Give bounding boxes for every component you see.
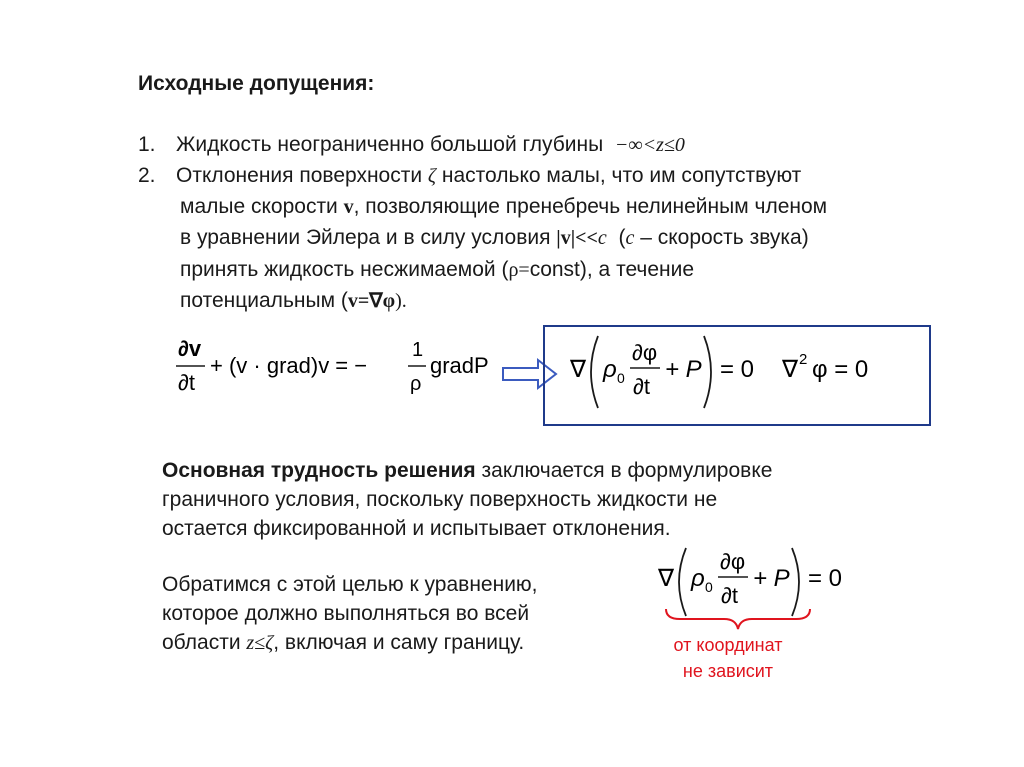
box-sub-zero: 0 [617,370,625,386]
appeal-line-3a: области [162,631,247,654]
boundary-sub-zero: 0 [705,579,713,595]
euler-rho: ρ [410,373,422,395]
assumption-2-l2a: малые скорости [180,195,338,218]
appeal-line-1: Обратимся с этой целью к уравнению, [162,573,538,596]
box-laplace-nabla: ∇ [782,356,799,383]
appeal-line-2: которое должно выполняться во всей [162,602,530,625]
appeal-line-3b: , включая и саму границу. [273,631,525,654]
box-rho: ρ [603,356,617,383]
box-right-paren [704,336,711,408]
box-laplace-rest: φ = 0 [812,356,869,383]
boundary-formula [640,545,880,635]
assumption-1-math: −∞<z≤0 [614,134,685,156]
euler-formula-block [0,320,1024,430]
appeal-math: z≤ζ [246,632,274,654]
assumption-1-text: Жидкость неограниченно большой глубины [176,133,604,156]
boundary-right-paren [792,548,799,616]
box-plus-p: + P [665,356,702,383]
box-dphi: ∂φ [632,340,658,365]
implication-arrow-icon [503,360,556,388]
assumption-2-l5a: потенциальным ( [180,289,348,312]
zeta-symbol: ζ [427,165,437,187]
assumption-2-l4b: const), а течение [529,258,695,281]
euler-plus-term: + (v · grad)v = − [210,353,368,378]
boundary-plus-p: + P [753,565,790,592]
assumption-2-line-1 [138,161,801,191]
red-note-line-1: от координат [673,635,783,655]
assumption-2-line-3 [180,223,809,253]
assumption-2-l4a: принять жидкость несжимаемой ( [180,258,509,281]
boundary-nabla: ∇ [658,565,675,592]
assumption-1 [138,130,685,160]
red-note-line-2: не зависит [682,661,774,681]
slide-title: Исходные допущения: [138,72,375,95]
assumption-2-l3a: в уравнении Эйлера и в силу условия [180,226,551,249]
boundary-rho: ρ [691,565,705,592]
potential-flow-math: v=∇φ [347,290,396,312]
boundary-eq-zero: = 0 [808,565,843,592]
red-underbrace [666,609,810,629]
velocity-symbol: v [343,196,354,218]
open-paren: ( [618,226,626,249]
boundary-dphi: ∂φ [720,549,746,574]
euler-partial-v: ∂v [178,336,202,361]
assumption-2-number: 2. [138,164,156,187]
box-eq-zero: = 0 [720,356,755,383]
boundary-left-paren [679,548,686,616]
assumption-2-text-b: настолько малы, что им сопутствуют [441,164,802,187]
box-laplace-sup: 2 [799,351,808,368]
difficulty-line-3: остается фиксированной и испытывает отклонения. [162,517,671,540]
euler-partial-t: ∂t [178,370,195,395]
velocity-condition: |v|<< [556,227,598,249]
assumption-2-line-5 [180,286,407,316]
assumption-2-l2b: , позволяющие пренебречь нелинейным членом [353,195,828,218]
boundary-dt: ∂t [721,583,738,608]
euler-grad-p: gradP [430,353,489,378]
assumption-1-number: 1. [138,133,156,156]
c-symbol: c [597,227,607,249]
difficulty-bold: Основная трудность решения [162,459,476,482]
appeal-paragraph [162,570,538,658]
assumption-2-text-a: Отклонения поверхности [176,164,423,187]
box-nabla: ∇ [570,356,587,383]
assumption-2-line-4 [180,255,694,285]
box-left-paren [591,336,598,408]
assumption-2-l3b: – скорость звука) [640,226,809,249]
c-symbol-2: c [625,227,635,249]
difficulty-line-2: граничного условия, поскольку поверхность жидкости не [162,488,718,511]
difficulty-paragraph [162,456,772,543]
euler-one: 1 [412,339,424,361]
rho-equals: ρ= [508,259,530,281]
assumption-2-line-2 [180,192,827,222]
difficulty-rest-1: заключается в формулировке [475,459,773,482]
assumption-2-l5b: ). [395,290,407,312]
box-dt: ∂t [633,374,650,399]
red-note [650,632,806,684]
